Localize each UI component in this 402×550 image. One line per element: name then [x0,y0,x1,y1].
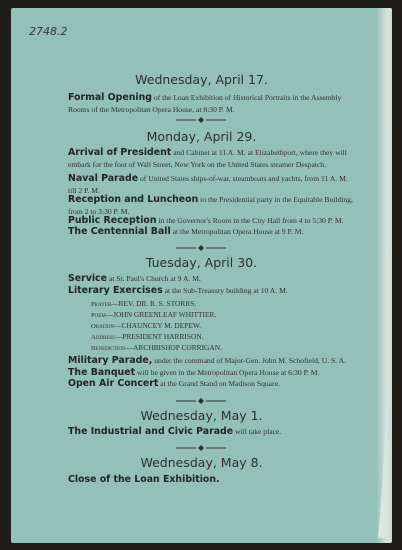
schedule-entry [68,426,358,438]
entry-title: Open Air Concert [68,378,159,389]
entry-title: Formal Opening [68,92,152,103]
entry-title: Public Reception [68,215,157,226]
entry-text: under the command of Major-Gen. John M. Schofield, U. S. A. [154,356,346,365]
entry-text: at the Sub-Treasury building at 10 A. M. [164,286,288,295]
schedule-entry [68,92,358,115]
schedule-entry [68,367,358,379]
entry-text: to the Presidential party in the Equitable Building, from 2 to 3:30 P. M. [68,195,353,216]
date-heading: Wednesday, May 8. [140,455,263,470]
schedule-entry [68,355,358,367]
entry-text: of the Loan Exhibition of Historical Portraits in the Assembly Rooms of the Metropolitan Opera House, at 8:30 P. M. [68,93,342,114]
program-name: JOHN GREENLEAF WHITTIER. [113,310,217,319]
entry-text: and Cabinet at 11 A. M. at Elizabethport, where they will embark for the foot of Wall Street, New York on the United States steamer Despatch. [68,148,347,169]
entry-title: Literary Exercises [68,285,163,296]
program-role: Poem [91,312,106,319]
program-line: Address—PRESIDENT HARRISON. [91,332,204,341]
entry-title: The Banquet [68,367,136,378]
program-role: Oration [91,323,115,330]
entry-title: Reception and Luncheon [68,194,199,205]
schedule-entry [68,226,358,238]
entry-text: will be given in the Metropolitan Opera House at 6:30 P. M. [136,368,320,377]
schedule [11,8,392,543]
program-role: Benediction [91,345,126,352]
schedule-entry [68,285,358,297]
entry-text: in the Governor's Room in the City Hall from 4 to 5:30 P. M. [158,216,344,225]
program-line: Benediction—ARCHBISHOP CORRIGAN. [91,343,222,352]
program-name: CHAUNCEY M. DEPEW. [121,321,202,330]
ornament-divider [176,444,226,452]
entry-title: Naval Parade [68,173,139,184]
program-name: REV. DR. R. S. STORRS. [118,299,197,308]
archive-number: 2748.2 [29,25,68,38]
schedule-entry [68,378,358,390]
entry-title: Arrival of President [68,147,172,158]
entry-title: The Industrial and Civic Parade [68,426,234,437]
schedule-entry [68,474,358,486]
program-name: ARCHBISHOP CORRIGAN. [133,343,222,352]
entry-text: at the Metropolitan Opera House at 9 P. M. [172,227,304,236]
schedule-entry [68,147,358,170]
entry-text: of United States ships-of-war, steamboats and yachts, from 11 A. M. till 2 P. M. [68,174,348,195]
ornament-divider [176,397,226,405]
entry-text: will take place. [235,427,282,436]
program-line: Prayer—REV. DR. R. S. STORRS. [91,299,197,308]
entry-text: at St. Paul's Church at 9 A. M. [108,274,201,283]
program-role: Prayer [91,301,112,308]
entry-title: Close of the Loan Exhibition. [68,474,220,485]
entry-title: The Centennial Ball [68,226,171,237]
schedule-entry [68,173,358,196]
date-heading: Tuesday, April 30. [145,255,258,270]
torn-edge [378,408,392,538]
date-heading: Monday, April 29. [146,129,257,144]
program-sheet [11,8,392,543]
entry-title: Service [68,273,107,284]
date-heading: Wednesday, May 1. [140,408,263,423]
entry-title: Military Parade, [68,355,153,366]
program-name: PRESIDENT HARRISON. [122,332,204,341]
program-line: Poem—JOHN GREENLEAF WHITTIER. [91,310,217,319]
schedule-entry [68,215,358,227]
schedule-entry [68,273,358,285]
entry-text: at the Grand Stand on Madison Square. [160,379,280,388]
ornament-divider [176,116,226,124]
program-role: Address [91,334,115,341]
schedule-entry [68,194,358,217]
date-heading: Wednesday, April 17. [135,72,268,87]
program-line: Oration—CHAUNCEY M. DEPEW. [91,321,202,330]
ornament-divider [176,244,226,252]
